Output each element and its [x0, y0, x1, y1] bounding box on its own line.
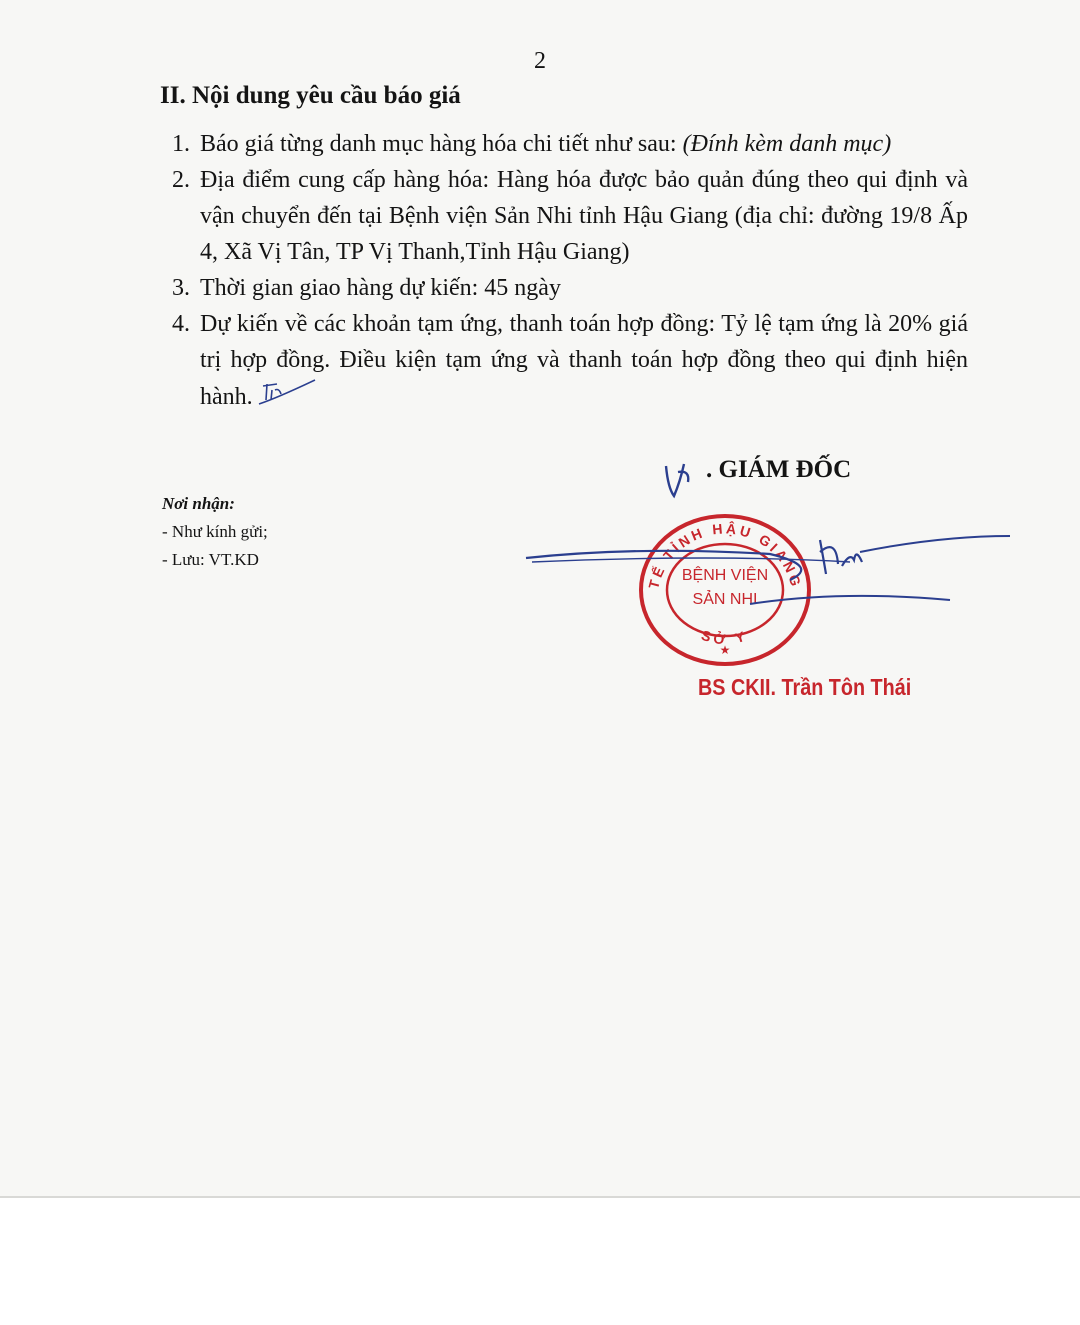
recipient-line: - Như kính gửi; [162, 522, 268, 541]
item-text: Địa điểm cung cấp hàng hóa: Hàng hóa được bảo quản đúng theo qui định và vận chuyển đến tại Bệnh viện Sản Nhi tỉnh Hậu Giang (địa chỉ: đường 19/8 Ấp 4, Xã Vị Tân, TP Vị Thanh,Tỉnh Hậu Giang) [200, 167, 968, 265]
list-item [160, 306, 968, 419]
signature-block [520, 448, 1020, 708]
list-item [160, 270, 968, 306]
signer-name: BS CKII. Trần Tôn Thái [698, 674, 912, 700]
item-number: 3. [172, 275, 190, 301]
list-item [160, 162, 968, 270]
section-heading: II. Nội dung yêu cầu báo giá [160, 82, 461, 109]
list-item [160, 126, 968, 162]
item-number: 1. [172, 131, 190, 157]
handwritten-mark-icon [660, 458, 700, 502]
item-note: (Đính kèm danh mục) [682, 131, 892, 157]
stamp-star-icon: ★ [719, 643, 731, 657]
item-text: Dự kiến về các khoản tạm ứng, thanh toán hợp đồng: Tỷ lệ tạm ứng là 20% giá trị hợp đồng. Điều kiện tạm ứng và thanh toán hợp đồng theo qui định hiện hành. [200, 311, 968, 411]
stamp-center-line2: SẢN NHI [692, 591, 758, 608]
page-edge [0, 1196, 1080, 1198]
recipients [162, 490, 268, 574]
initials-mark [257, 378, 317, 419]
recipients-title: Nơi nhận: [162, 494, 235, 513]
stamp-top-text: TẾ TỈNH HẬU GIANG [645, 520, 805, 591]
requirements-list [160, 126, 968, 419]
item-text: Thời gian giao hàng dự kiến: 45 ngày [200, 275, 561, 301]
item-number: 2. [172, 167, 190, 193]
item-text: Báo giá từng danh mục hàng hóa chi tiết như sau: [200, 131, 683, 157]
signature-scrawl [520, 518, 1020, 628]
page-number: 2 [534, 48, 546, 74]
stamp-center-line1: BỆNH VIỆN [681, 567, 769, 584]
signer-title: . GIÁM ĐỐC [706, 456, 852, 483]
recipient-line: - Lưu: VT.KD [162, 550, 259, 569]
stamp-bottom-text: SỞ Y [699, 626, 751, 648]
item-number: 4. [172, 311, 190, 337]
